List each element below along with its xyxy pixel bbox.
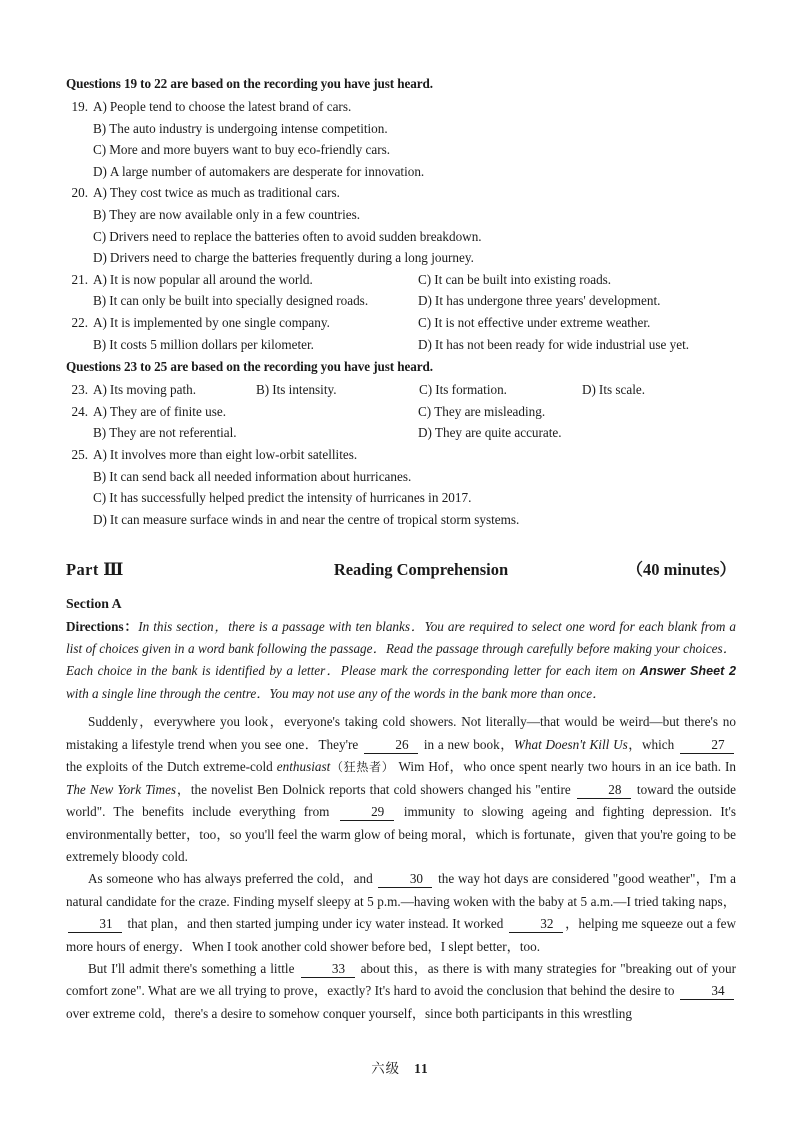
option-b[interactable] [93,334,418,356]
option-a[interactable] [93,379,256,401]
option-letter: A) [93,382,107,398]
option-d[interactable] [93,247,693,269]
option-b[interactable] [93,290,418,312]
option-text: It involves more than eight low-orbit satellites. [109,446,358,462]
part-label: Part Ⅲ [66,560,124,580]
option-text: It has successfully helped predict the intensity of hurricanes in 2017. [109,490,472,506]
passage-paragraph-2 [66,868,736,958]
reading-passage [66,711,736,1025]
question-25 [66,444,736,530]
option-letter: B) [93,206,107,222]
option-letter: C) [93,142,107,158]
option-text: It is implemented by one single company. [109,314,330,330]
option-letter: A) [93,99,107,114]
directions-label: Directions： [66,619,139,635]
option-text: The auto industry is undergoing intense competition. [109,120,388,136]
option-row [66,204,736,226]
blank-26[interactable]: 26 [364,736,418,754]
passage-text: Wim Hof，who once spent nearly two hours in an ice bath. In [394,759,736,775]
option-letter: B) [93,293,107,309]
question-number: 24. [71,403,88,419]
page-footer [0,1058,800,1077]
passage-text: that plan，and then started jumping under icy water instead. It worked [124,916,507,932]
option-c[interactable] [93,226,693,248]
option-letter: B) [93,120,107,136]
question-21 [66,269,736,312]
question-number-spacer [66,247,93,269]
blank-34[interactable]: 34 [680,982,734,1000]
option-c[interactable] [93,139,693,161]
part-time: （40 minutes） [626,560,736,580]
question-number-spacer [66,204,93,226]
option-letter: D) [418,336,432,352]
publication-title-new-york-times: The New York Times [66,781,177,797]
option-row [66,379,736,401]
option-row [66,161,736,183]
option-text: Its formation. [435,382,507,398]
option-text: It costs 5 million dollars per kilometer. [109,336,314,352]
directions-paragraph [66,616,736,704]
option-text: More and more buyers want to buy eco-friendly cars. [109,142,391,158]
option-letter: A) [93,185,107,201]
option-row [66,401,736,423]
option-letter: D) [93,511,107,527]
option-b[interactable] [93,204,693,226]
question-number: 20. [71,185,88,201]
option-text: They are quite accurate. [434,425,562,441]
passage-text: toward the outside world". The benefits include everything from [66,781,736,820]
question-number-spacer [66,509,93,531]
option-b[interactable] [93,466,693,488]
option-letter: B) [93,336,107,352]
blank-29[interactable]: 29 [340,803,394,821]
option-b[interactable] [93,118,693,140]
option-letter: D) [93,250,107,266]
question-number: 21. [71,271,88,287]
blank-30[interactable]: 30 [378,870,432,888]
passage-text: over extreme cold，there's a desire to somehow conquer yourself，since both participants in this wrestling [66,1005,632,1021]
question-22 [66,312,736,355]
question-number-spacer [66,118,93,140]
question-20 [66,182,736,268]
option-letter: B) [93,468,107,484]
option-d[interactable] [93,509,693,531]
question-number-spacer [66,290,93,312]
option-letter: D) [93,163,107,179]
book-title-what-doesnt-kill-us: What Doesn't Kill Us [513,736,628,752]
option-row [66,247,736,269]
option-c[interactable] [419,379,582,401]
option-letter: D) [582,382,596,398]
option-c[interactable] [418,269,718,291]
option-row [66,487,736,509]
option-text: Drivers need to replace the batteries often to avoid sudden breakdown. [109,228,482,244]
option-text: They cost twice as much as traditional cars. [109,185,340,201]
option-d[interactable] [582,379,745,401]
option-row [66,422,736,444]
option-text: They are misleading. [434,403,546,419]
option-text: Its moving path. [109,382,197,398]
directions-text-part2: with a single line through the centre．You may not use any of the words in the bank more than once． [66,685,606,701]
option-row [66,139,736,161]
questions-23-25-heading: Questions 23 to 25 are based on the recording you have just heard. [66,359,433,375]
option-row [66,96,736,118]
blank-32[interactable]: 32 [509,915,563,933]
question-19 [66,96,736,182]
option-row [66,226,736,248]
option-d[interactable] [418,422,718,444]
option-letter: B) [93,425,107,441]
option-text: It is now popular all around the world. [109,271,313,287]
option-b[interactable] [93,422,418,444]
option-letter: C) [418,271,432,287]
part-heading [66,556,736,580]
question-number: 23. [71,382,88,398]
chinese-gloss: （狂热者） [330,760,395,775]
option-row [66,290,736,312]
option-c[interactable] [418,312,718,334]
option-c[interactable] [93,487,693,509]
option-letter: A) [93,403,107,419]
option-text: People tend to choose the latest brand of cars. [109,99,352,114]
option-letter: D) [418,293,432,309]
question-number-spacer [66,334,93,356]
option-row [66,118,736,140]
question-number: 22. [71,314,88,330]
passage-text: in a new book， [420,736,514,752]
option-text: It has undergone three years' development. [434,293,661,309]
option-row [66,182,736,204]
option-d[interactable] [418,334,718,356]
passage-text: the way hot days are considered "good weather"，I'm a natural candidate for the craze. Finding myself sleepy at 5 p.m.—having woken with the baby at 5 a.m.—I tried taking naps， [66,871,736,909]
option-text: They are not referential. [109,425,237,441]
question-23 [66,379,736,401]
option-text: They are of finite use. [109,403,226,419]
glossed-word-enthusiast: enthusiast [276,759,331,775]
question-number: 25. [71,446,88,462]
part-title: Reading Comprehension [333,560,509,580]
passage-text: ，the novelist Ben Dolnick reports that cold showers changed his "entire [176,781,575,797]
passage-text: the exploits of the Dutch extreme-cold [66,759,277,775]
passage-text: Suddenly，everywhere you look，everyone's taking cold showers. Not literally—that would be weird—but there's no mistaking a lifestyle trend when you see one．They're [66,714,736,752]
option-a[interactable] [93,401,418,423]
passage-paragraph-1 [66,711,736,868]
option-d[interactable] [418,290,718,312]
option-b[interactable] [256,379,419,401]
passage-paragraph-3 [66,958,736,1025]
option-text: Its scale. [598,382,646,398]
passage-text: ，which [627,736,678,752]
option-letter: A) [93,446,107,462]
option-text: It can only be built into specially designed roads. [109,293,369,309]
page-number: 11 [414,1061,429,1076]
question-number-spacer [66,139,93,161]
option-a[interactable] [93,269,418,291]
question-number-spacer [66,466,93,488]
passage-text: As someone who has always preferred the cold，and [88,871,377,887]
option-letter: A) [93,314,107,330]
question-24 [66,401,736,444]
question-number-spacer [66,422,93,444]
option-text: Drivers need to charge the batteries frequently during a long journey. [109,250,474,266]
questions-19-22-heading: Questions 19 to 22 are based on the recording you have just heard. [66,76,433,91]
option-row [66,466,736,488]
answer-sheet-reference: Answer Sheet 2 [639,663,736,678]
option-row [66,444,736,466]
option-row [66,312,736,334]
exam-level-label: 六级 [371,1062,401,1077]
question-number: 19. [71,99,88,114]
option-text: It can measure surface winds in and near the centre of tropical storm systems. [109,511,520,527]
passage-text: immunity to slowing ageing and fighting depression. It's environmentally better，too，so you'll feel the warm glow of being moral，which is fortunate，given that you're going to be extremely bloody cold. [66,804,736,864]
section-heading: Section A [66,596,122,612]
option-text: Its intensity. [272,382,337,398]
option-letter: C) [93,228,107,244]
option-letter: A) [93,271,107,287]
option-text: It can send back all needed information about hurricanes. [109,468,412,484]
blank-33[interactable]: 33 [301,960,355,978]
option-c[interactable] [418,401,718,423]
option-text: It is not effective under extreme weather. [434,314,651,330]
option-text: A large number of automakers are desperate for innovation. [109,163,425,179]
option-text: It has not been ready for wide industrial use yet. [434,336,690,352]
option-text: It can be built into existing roads. [434,271,612,287]
blank-31[interactable]: 31 [68,915,122,933]
passage-text: about this，as there is with many strategies for "breaking out of your comfort zone". What are we all trying to prove，exactly? It's hard to avoid the conclusion that behind the desire to [66,960,736,999]
blank-28[interactable]: 28 [577,781,631,799]
option-row [66,509,736,531]
question-number-spacer [66,161,93,183]
option-a[interactable] [93,96,693,118]
option-letter: D) [418,425,432,441]
option-a[interactable] [93,182,693,204]
directions-text-part1: In this section，there is a passage with ten blanks．You are required to select one word for each blank from a list of choices given in a word bank following the passage．Read the passage through carefully before making your choices．Each choice in the bank is identified by a letter．Please mark the corresponding letter for each item on [66,619,736,678]
option-a[interactable] [93,312,418,334]
option-d[interactable] [93,161,693,183]
question-number-spacer [66,487,93,509]
option-letter: C) [418,403,432,419]
option-row [66,269,736,291]
passage-text: ，helping me squeeze out a few more hours of energy．When I took another cold shower before bed，I slept better，too. [66,916,736,954]
option-text: They are now available only in a few countries. [109,206,361,222]
passage-text: But I'll admit there's something a little [88,960,299,976]
option-letter: C) [419,382,433,398]
option-a[interactable] [93,444,693,466]
option-row [66,334,736,356]
option-letter: C) [93,490,107,506]
question-number-spacer [66,226,93,248]
page-content [66,74,736,1025]
option-letter: C) [418,314,432,330]
blank-27[interactable]: 27 [680,736,734,754]
option-letter: B) [256,382,270,398]
